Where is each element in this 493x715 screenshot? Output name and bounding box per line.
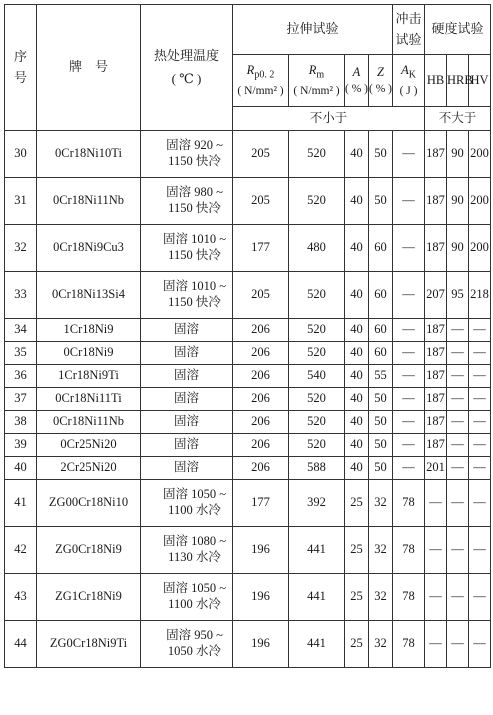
header-no: 序 号: [5, 5, 37, 131]
cell-ak: —: [393, 131, 425, 178]
cell-ak: 78: [393, 480, 425, 527]
cell-a: 40: [345, 178, 369, 225]
cell-hv: —: [469, 457, 491, 480]
cell-rm: 520: [289, 272, 345, 319]
cell-hb: 187: [425, 342, 447, 365]
cell-hrb: 90: [447, 178, 469, 225]
cell-heat-treatment: 固溶 1050 ~ 1100 水冷: [141, 480, 233, 527]
table-row: [5, 131, 491, 178]
cell-grade: ZG1Cr18Ni9: [37, 574, 141, 621]
cell-hb: 187: [425, 225, 447, 272]
cell-rp: 196: [233, 621, 289, 668]
cell-hb: —: [425, 480, 447, 527]
cell-no: 30: [5, 131, 37, 178]
cell-hv: —: [469, 480, 491, 527]
header-tensile-test: 拉伸试验: [233, 5, 393, 55]
cell-z: 60: [369, 342, 393, 365]
header-not-more-than: 不大于: [425, 107, 491, 131]
cell-hb: 187: [425, 411, 447, 434]
cell-a: 40: [345, 272, 369, 319]
cell-hv: 218: [469, 272, 491, 319]
cell-rp: 206: [233, 319, 289, 342]
table-row: [5, 178, 491, 225]
table-row: [5, 388, 491, 411]
cell-no: 33: [5, 272, 37, 319]
cell-heat-treatment: 固溶 1010 ~ 1150 快冷: [141, 272, 233, 319]
cell-hv: —: [469, 574, 491, 621]
cell-rm: 480: [289, 225, 345, 272]
cell-grade: 0Cr18Ni13Si4: [37, 272, 141, 319]
cell-hrb: —: [447, 480, 469, 527]
cell-hb: 187: [425, 434, 447, 457]
cell-rp: 196: [233, 527, 289, 574]
cell-z: 60: [369, 225, 393, 272]
cell-no: 32: [5, 225, 37, 272]
cell-rm: 540: [289, 365, 345, 388]
table-row: [5, 319, 491, 342]
cell-a: 40: [345, 434, 369, 457]
cell-hrb: —: [447, 365, 469, 388]
cell-hrb: —: [447, 434, 469, 457]
cell-ak: —: [393, 457, 425, 480]
table-row: [5, 480, 491, 527]
cell-heat-treatment: 固溶: [141, 388, 233, 411]
table-row: [5, 342, 491, 365]
cell-rm: 520: [289, 411, 345, 434]
cell-no: 35: [5, 342, 37, 365]
cell-a: 25: [345, 574, 369, 621]
cell-hrb: —: [447, 457, 469, 480]
cell-hv: 200: [469, 178, 491, 225]
cell-rm: 441: [289, 621, 345, 668]
cell-ak: —: [393, 342, 425, 365]
cell-z: 32: [369, 574, 393, 621]
header-not-less-than: 不小于: [233, 107, 425, 131]
table-row: [5, 365, 491, 388]
cell-rp: 205: [233, 272, 289, 319]
header-hrb: HRB: [447, 55, 469, 107]
cell-hb: 187: [425, 388, 447, 411]
cell-heat-treatment: 固溶 980 ~ 1150 快冷: [141, 178, 233, 225]
cell-rm: 588: [289, 457, 345, 480]
cell-a: 40: [345, 365, 369, 388]
cell-hv: —: [469, 365, 491, 388]
table-row: [5, 621, 491, 668]
header-rm: $R_m$ ( N/mm² ): [289, 55, 345, 107]
cell-z: 32: [369, 621, 393, 668]
cell-hb: 201: [425, 457, 447, 480]
cell-hv: —: [469, 411, 491, 434]
cell-z: 60: [369, 319, 393, 342]
cell-ak: —: [393, 365, 425, 388]
cell-heat-treatment: 固溶 920 ~ 1150 快冷: [141, 131, 233, 178]
cell-rm: 520: [289, 388, 345, 411]
cell-rm: 441: [289, 574, 345, 621]
header-ak: $A_K$ ( J ): [393, 55, 425, 107]
cell-hv: —: [469, 434, 491, 457]
cell-ak: —: [393, 388, 425, 411]
cell-z: 55: [369, 365, 393, 388]
cell-no: 44: [5, 621, 37, 668]
cell-hrb: —: [447, 621, 469, 668]
cell-hb: 207: [425, 272, 447, 319]
header-impact-test: 冲击 试验: [393, 5, 425, 55]
cell-hv: —: [469, 621, 491, 668]
cell-no: 36: [5, 365, 37, 388]
cell-grade: ZG00Cr18Ni10: [37, 480, 141, 527]
cell-grade: 0Cr18Ni11Ti: [37, 388, 141, 411]
cell-no: 42: [5, 527, 37, 574]
header-row-1: [5, 5, 491, 55]
cell-hv: —: [469, 388, 491, 411]
cell-a: 25: [345, 621, 369, 668]
cell-z: 50: [369, 178, 393, 225]
cell-rm: 441: [289, 527, 345, 574]
cell-a: 25: [345, 480, 369, 527]
cell-z: 50: [369, 434, 393, 457]
cell-rm: 520: [289, 319, 345, 342]
cell-rp: 206: [233, 457, 289, 480]
cell-grade: 0Cr18Ni9Cu3: [37, 225, 141, 272]
cell-ak: —: [393, 225, 425, 272]
cell-z: 32: [369, 480, 393, 527]
cell-hrb: —: [447, 411, 469, 434]
cell-grade: 2Cr25Ni20: [37, 457, 141, 480]
cell-rp: 196: [233, 574, 289, 621]
cell-z: 50: [369, 131, 393, 178]
cell-rm: 520: [289, 131, 345, 178]
cell-ak: —: [393, 434, 425, 457]
cell-a: 40: [345, 319, 369, 342]
cell-grade: ZG0Cr18Ni9: [37, 527, 141, 574]
cell-ak: —: [393, 272, 425, 319]
cell-hb: 187: [425, 365, 447, 388]
table-row: [5, 527, 491, 574]
cell-hrb: —: [447, 319, 469, 342]
cell-a: 40: [345, 457, 369, 480]
cell-heat-treatment: 固溶: [141, 342, 233, 365]
cell-hb: —: [425, 621, 447, 668]
cell-grade: 0Cr18Ni9: [37, 342, 141, 365]
cell-rp: 205: [233, 131, 289, 178]
cell-heat-treatment: 固溶: [141, 365, 233, 388]
cell-rp: 206: [233, 411, 289, 434]
table-row: [5, 574, 491, 621]
cell-rp: 206: [233, 388, 289, 411]
cell-heat-treatment: 固溶 1010 ~ 1150 快冷: [141, 225, 233, 272]
cell-z: 50: [369, 411, 393, 434]
header-z: Z ( % ): [369, 55, 393, 107]
cell-hrb: —: [447, 388, 469, 411]
cell-no: 37: [5, 388, 37, 411]
cell-ak: —: [393, 411, 425, 434]
cell-rm: 392: [289, 480, 345, 527]
cell-no: 41: [5, 480, 37, 527]
cell-rp: 177: [233, 225, 289, 272]
header-hb: HB: [425, 55, 447, 107]
cell-a: 40: [345, 342, 369, 365]
cell-ak: 78: [393, 621, 425, 668]
cell-hb: —: [425, 527, 447, 574]
header-a: A ( % ): [345, 55, 369, 107]
cell-z: 60: [369, 272, 393, 319]
cell-grade: 0Cr25Ni20: [37, 434, 141, 457]
cell-hb: 187: [425, 178, 447, 225]
cell-ak: 78: [393, 574, 425, 621]
cell-grade: 1Cr18Ni9: [37, 319, 141, 342]
cell-a: 40: [345, 225, 369, 272]
cell-hb: —: [425, 574, 447, 621]
cell-z: 32: [369, 527, 393, 574]
cell-hv: —: [469, 342, 491, 365]
cell-no: 38: [5, 411, 37, 434]
header-heat-treatment: 热处理温度 ( ℃ ): [141, 5, 233, 131]
cell-rm: 520: [289, 178, 345, 225]
cell-heat-treatment: 固溶 1050 ~ 1100 水冷: [141, 574, 233, 621]
cell-heat-treatment: 固溶: [141, 457, 233, 480]
cell-hv: —: [469, 319, 491, 342]
cell-ak: 78: [393, 527, 425, 574]
cell-z: 50: [369, 388, 393, 411]
cell-heat-treatment: 固溶: [141, 319, 233, 342]
cell-grade: 0Cr18Ni10Ti: [37, 131, 141, 178]
cell-heat-treatment: 固溶: [141, 411, 233, 434]
cell-hrb: —: [447, 342, 469, 365]
cell-a: 25: [345, 527, 369, 574]
cell-no: 40: [5, 457, 37, 480]
header-hardness-test: 硬度试验: [425, 5, 491, 55]
cell-hrb: 90: [447, 131, 469, 178]
cell-ak: —: [393, 178, 425, 225]
cell-rm: 520: [289, 342, 345, 365]
cell-rp: 205: [233, 178, 289, 225]
cell-heat-treatment: 固溶 950 ~ 1050 水冷: [141, 621, 233, 668]
table-row: [5, 411, 491, 434]
cell-heat-treatment: 固溶: [141, 434, 233, 457]
cell-hv: 200: [469, 225, 491, 272]
cell-rp: 177: [233, 480, 289, 527]
cell-rp: 206: [233, 365, 289, 388]
table-row: [5, 225, 491, 272]
header-hv: HV: [469, 55, 491, 107]
cell-rp: 206: [233, 342, 289, 365]
cell-hb: 187: [425, 319, 447, 342]
cell-grade: ZG0Cr18Ni9Ti: [37, 621, 141, 668]
cell-grade: 1Cr18Ni9Ti: [37, 365, 141, 388]
cell-hv: —: [469, 527, 491, 574]
table-row: [5, 272, 491, 319]
cell-heat-treatment: 固溶 1080 ~ 1130 水冷: [141, 527, 233, 574]
cell-no: 39: [5, 434, 37, 457]
table-row: [5, 457, 491, 480]
cell-a: 40: [345, 131, 369, 178]
cell-rm: 520: [289, 434, 345, 457]
cell-rp: 206: [233, 434, 289, 457]
header-grade: 牌 号: [37, 5, 141, 131]
cell-no: 43: [5, 574, 37, 621]
cell-ak: —: [393, 319, 425, 342]
cell-z: 50: [369, 457, 393, 480]
cell-hrb: 95: [447, 272, 469, 319]
cell-no: 31: [5, 178, 37, 225]
cell-hrb: —: [447, 574, 469, 621]
cell-a: 40: [345, 411, 369, 434]
mechanical-properties-table: [4, 4, 491, 668]
cell-grade: 0Cr18Ni11Nb: [37, 178, 141, 225]
cell-hb: 187: [425, 131, 447, 178]
cell-no: 34: [5, 319, 37, 342]
cell-hv: 200: [469, 131, 491, 178]
table-row: [5, 434, 491, 457]
header-rp02: $R_{p0. 2}$ ( N/mm² ): [233, 55, 289, 107]
cell-hrb: —: [447, 527, 469, 574]
cell-a: 40: [345, 388, 369, 411]
cell-grade: 0Cr18Ni11Nb: [37, 411, 141, 434]
cell-hrb: 90: [447, 225, 469, 272]
